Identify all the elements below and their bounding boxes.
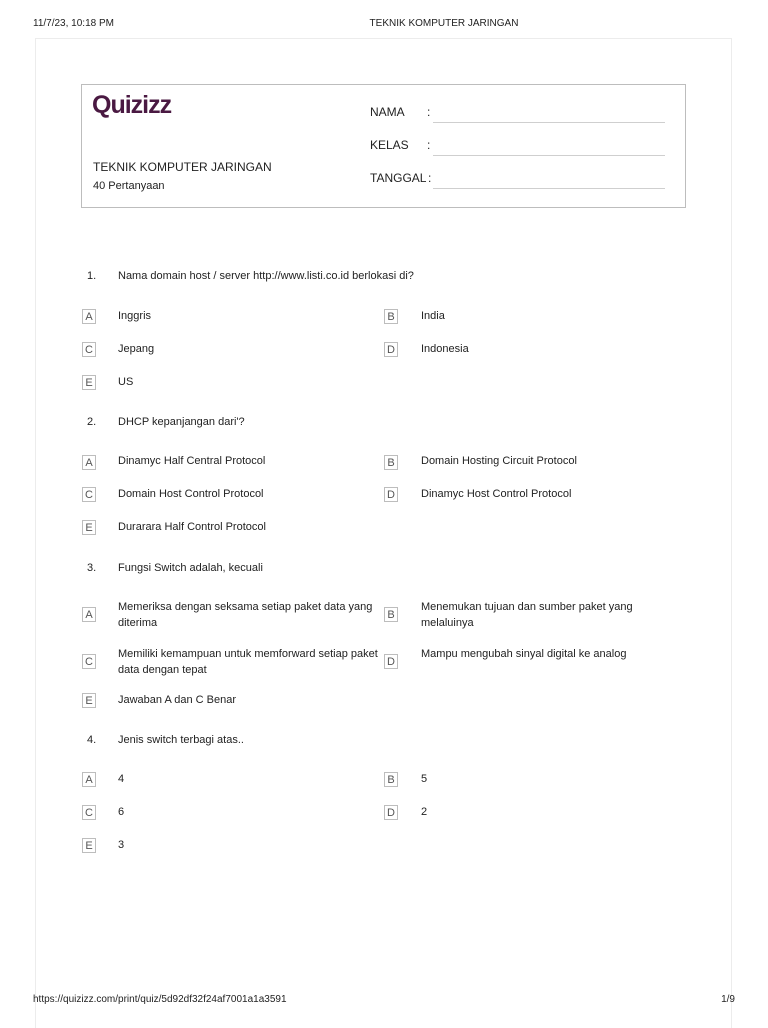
option-letter: B: [384, 607, 398, 622]
question-text: Nama domain host / server http://www.listi.co.id berlokasi di?: [118, 270, 414, 282]
option-letter: E: [82, 520, 96, 535]
footer-url: https://quizizz.com/print/quiz/5d92df32f24af7001a1a3591: [33, 994, 287, 1005]
question-text: Fungsi Switch adalah, kecuali: [118, 562, 263, 574]
option-text: Mampu mengubah sinyal digital ke analog: [421, 648, 627, 660]
option-text: India: [421, 310, 445, 322]
option-letter: D: [384, 342, 398, 357]
kelas-label: KELAS: [370, 138, 409, 152]
option-text: 5: [421, 773, 428, 785]
option-letter: D: [384, 805, 398, 820]
quiz-title: TEKNIK KOMPUTER JARINGAN: [93, 160, 272, 174]
page-number: 1/9: [721, 994, 735, 1005]
option-letter: A: [82, 455, 96, 470]
question-number: 1.: [87, 270, 97, 282]
option-text: Domain Hosting Circuit Protocol: [421, 455, 577, 467]
option-letter: C: [82, 342, 96, 357]
option-text: 6: [118, 806, 125, 818]
kelas-colon: :: [427, 138, 431, 152]
option-letter: E: [82, 375, 96, 390]
option-letter: B: [384, 772, 398, 787]
option-letter: B: [384, 309, 398, 324]
option-text: Durarara Half Control Protocol: [118, 521, 266, 533]
option-text: Jepang: [118, 343, 155, 355]
option-text: Memeriksa dengan seksama setiap paket data yang diterima: [118, 601, 373, 629]
nama-line: [433, 122, 665, 123]
option-letter: A: [82, 309, 96, 324]
tanggal-line: [433, 188, 665, 189]
print-datetime: 11/7/23, 10:18 PM: [33, 18, 114, 29]
nama-label: NAMA: [370, 105, 405, 119]
option-letter: D: [384, 654, 398, 669]
tanggal-label: TANGGAL: [370, 171, 427, 185]
option-letter: A: [82, 772, 96, 787]
option-letter: B: [384, 455, 398, 470]
option-text: Jawaban A dan C Benar: [118, 694, 237, 706]
option-letter: C: [82, 805, 96, 820]
option-text: Domain Host Control Protocol: [118, 488, 264, 500]
option-letter: E: [82, 838, 96, 853]
quizizz-logo: Quizizz: [92, 91, 172, 119]
option-text: US: [118, 376, 134, 388]
print-page-title-wrap: [0, 18, 768, 29]
option-text: Menemukan tujuan dan sumber paket yang melaluinya: [421, 601, 633, 629]
question-number: 3.: [87, 562, 97, 574]
question-text: Jenis switch terbagi atas..: [118, 734, 244, 746]
quiz-info-box: [81, 84, 686, 208]
kelas-field: [370, 138, 675, 156]
option-text: 4: [118, 773, 125, 785]
option-letter: A: [82, 607, 96, 622]
option-text: Memiliki kemampuan untuk memforward setiap paket data dengan tepat: [118, 648, 378, 676]
option-text: Indonesia: [421, 343, 469, 355]
option-letter: E: [82, 693, 96, 708]
option-text: Inggris: [118, 310, 152, 322]
option-text: 3: [118, 839, 125, 851]
question-number: 4.: [87, 734, 97, 746]
nama-field: [370, 105, 675, 123]
question-count: 40 Pertanyaan: [93, 180, 165, 192]
option-letter: C: [82, 654, 96, 669]
option-letter: D: [384, 487, 398, 502]
print-page-title: TEKNIK KOMPUTER JARINGAN: [369, 18, 519, 29]
question-text: DHCP kepanjangan dari'?: [118, 416, 245, 428]
print-header: [0, 18, 768, 32]
question-number: 2.: [87, 416, 97, 428]
option-text: Dinamyc Host Control Protocol: [421, 488, 572, 500]
nama-colon: :: [427, 105, 431, 119]
option-text: 2: [421, 806, 428, 818]
option-letter: C: [82, 487, 96, 502]
option-text: Dinamyc Half Central Protocol: [118, 455, 266, 467]
tanggal-field: [370, 171, 675, 189]
tanggal-colon: :: [428, 171, 432, 185]
kelas-line: [433, 155, 665, 156]
